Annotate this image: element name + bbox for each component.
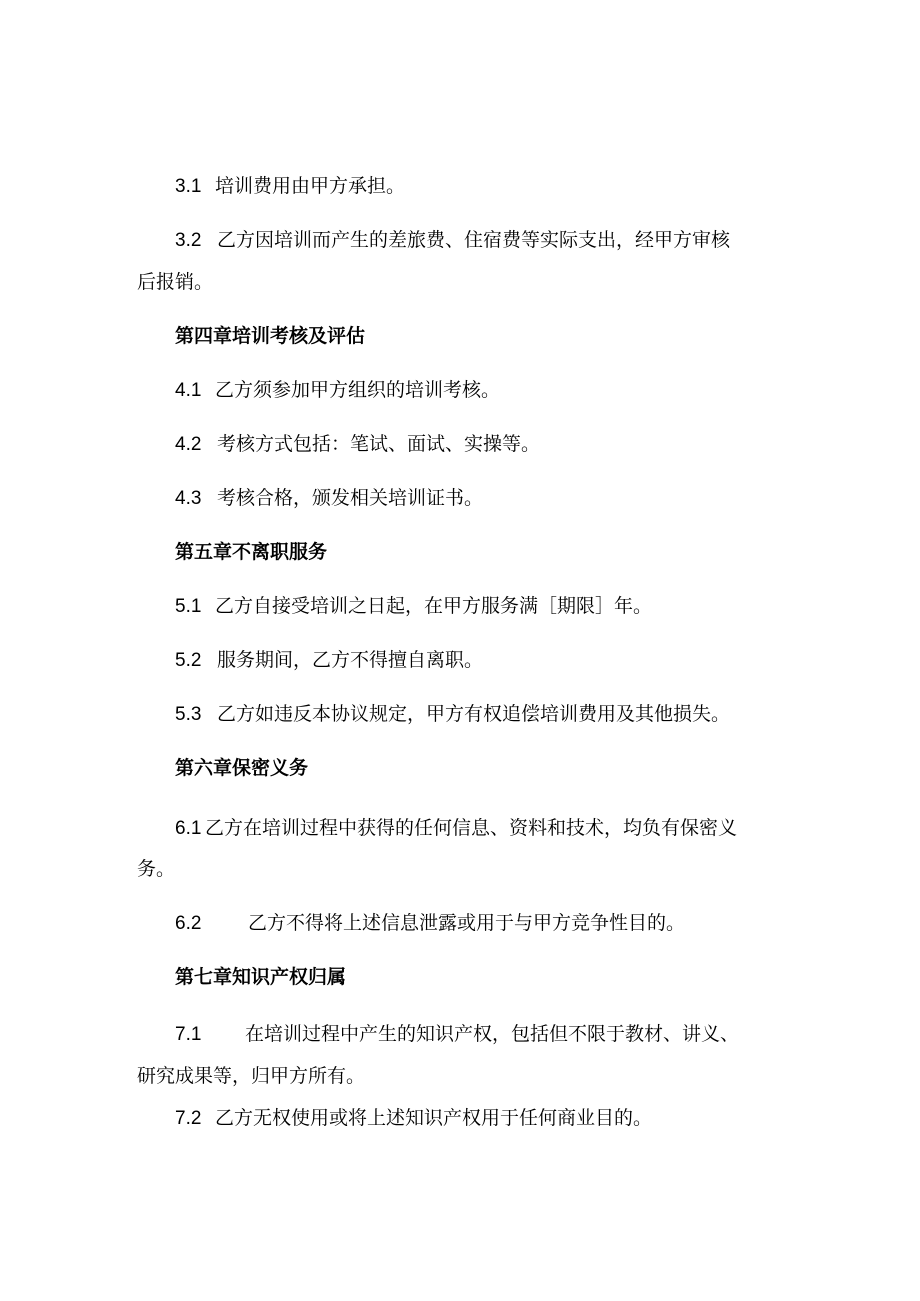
clause-number: 5.2: [175, 650, 202, 671]
clause-text: 乙方在培训过程中获得的任何信息、资料和技术，均负有保密义: [205, 817, 738, 839]
clause-text: 考核合格，颁发相关培训证书。: [217, 487, 484, 509]
clause-number: 4.3: [175, 488, 202, 509]
clause-text: 乙方因培训而产生的差旅费、住宿费等实际支出，经甲方审核: [217, 229, 731, 251]
clause-number: 4.2: [175, 434, 202, 455]
clause-number: 5.3: [175, 704, 202, 725]
clause-6-1: [175, 816, 737, 841]
clause-continuation: [137, 857, 175, 881]
clause-number: 7.1: [175, 1024, 202, 1045]
clause-text: 乙方无权使用或将上述知识产权用于任何商业目的。: [215, 1107, 653, 1129]
clause-5-1: [175, 594, 652, 619]
clause-number: 6.2: [175, 913, 202, 934]
clause-text: 在培训过程中产生的知识产权，包括但不限于教材、讲义、: [245, 1023, 740, 1045]
clause-4-2: [175, 432, 540, 457]
clause-number: 3.1: [175, 176, 202, 197]
clause-continuation: [137, 1064, 365, 1088]
clause-number: 5.1: [175, 596, 202, 617]
clause-text: 乙方自接受培训之日起，在甲方服务满［期限］年。: [215, 595, 653, 617]
clause-number: 3.2: [175, 230, 202, 251]
clause-text: 乙方如违反本协议规定，甲方有权追偿培训费用及其他损失。: [217, 703, 731, 725]
clause-4-3: [175, 486, 483, 511]
chapter-heading: 第四章培训考核及评估: [175, 325, 366, 347]
clause-text: 研究成果等，归甲方所有。: [137, 1065, 366, 1087]
clause-3-2: [175, 228, 730, 253]
clause-text: 乙方须参加甲方组织的培训考核。: [215, 379, 501, 401]
clause-5-3: [175, 702, 730, 727]
clause-number: 7.2: [175, 1108, 202, 1129]
clause-text: 考核方式包括：笔试、面试、实操等。: [217, 433, 541, 455]
chapter-heading: 第五章不离职服务: [175, 541, 328, 563]
clause-continuation: [137, 270, 213, 294]
clause-number: 4.1: [175, 380, 202, 401]
chapter-heading: 第六章保密义务: [175, 757, 309, 779]
clause-text: 后报销。: [137, 271, 214, 293]
chapter-heading: 第七章知识产权归属: [175, 966, 347, 988]
clause-text: 服务期间，乙方不得擅自离职。: [217, 649, 484, 671]
clause-text: 务。: [137, 858, 176, 880]
clause-7-1: [175, 1022, 739, 1047]
clause-6-2: [175, 911, 685, 936]
clause-text: 培训费用由甲方承担。: [215, 175, 406, 197]
clause-7-2: [175, 1106, 652, 1131]
clause-number: 6.1: [175, 818, 202, 839]
clause-4-1: [175, 378, 500, 403]
clause-3-1: [175, 174, 405, 199]
clause-5-2: [175, 648, 483, 673]
clause-text: 乙方不得将上述信息泄露或用于与甲方竞争性目的。: [248, 912, 686, 934]
